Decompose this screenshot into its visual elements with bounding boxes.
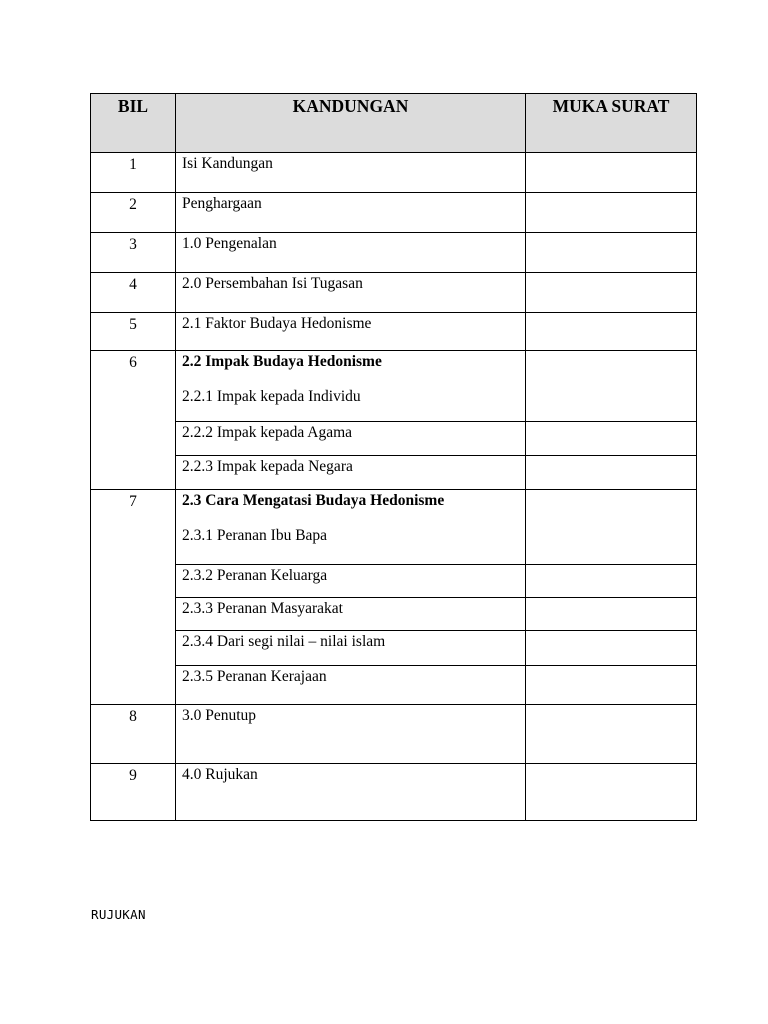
- row-muka-surat: [526, 351, 697, 422]
- table-row: [91, 233, 697, 273]
- row-bil: 5: [91, 313, 176, 351]
- row-kandungan: Penghargaan: [176, 193, 526, 233]
- header-bil: BIL: [91, 94, 176, 153]
- row-bil: 6: [91, 351, 176, 490]
- table-row: [91, 705, 697, 764]
- row-kandungan: 2.2.3 Impak kepada Negara: [176, 456, 526, 490]
- row-kandungan: [176, 351, 526, 422]
- subsection-label: 2.3.1 Peranan Ibu Bapa: [182, 527, 328, 544]
- rujukan-heading: RUJUKAN: [91, 907, 146, 922]
- table-row: [91, 598, 697, 631]
- section-heading: 2.2 Impak Budaya Hedonisme: [182, 353, 382, 370]
- table-header-row: [91, 94, 697, 153]
- row-bil: 8: [91, 705, 176, 764]
- row-bil: 2: [91, 193, 176, 233]
- table-of-contents: [90, 93, 697, 821]
- row-kandungan: Isi Kandungan: [176, 153, 526, 193]
- table-row: [91, 764, 697, 821]
- table-row: [91, 456, 697, 490]
- row-muka-surat: [526, 233, 697, 273]
- table-row: [91, 313, 697, 351]
- section-heading: 2.3 Cara Mengatasi Budaya Hedonisme: [182, 492, 445, 509]
- table-row: [91, 565, 697, 598]
- row-muka-surat: [526, 193, 697, 233]
- row-muka-surat: [526, 666, 697, 705]
- row-muka-surat: [526, 764, 697, 821]
- row-muka-surat: [526, 422, 697, 456]
- row-muka-surat: [526, 273, 697, 313]
- table-row: [91, 351, 697, 422]
- row-bil: 1: [91, 153, 176, 193]
- row-muka-surat: [526, 153, 697, 193]
- table-row: [91, 153, 697, 193]
- row-kandungan: 2.1 Faktor Budaya Hedonisme: [176, 313, 526, 351]
- subsection-label: 2.2.1 Impak kepada Individu: [182, 388, 361, 405]
- row-kandungan: 2.3.2 Peranan Keluarga: [176, 565, 526, 598]
- row-muka-surat: [526, 565, 697, 598]
- row-kandungan: 2.3.3 Peranan Masyarakat: [176, 598, 526, 631]
- row-kandungan: 2.3.4 Dari segi nilai – nilai islam: [176, 631, 526, 666]
- table-row: [91, 631, 697, 666]
- table-row: [91, 273, 697, 313]
- row-kandungan: [176, 490, 526, 565]
- table-row: [91, 422, 697, 456]
- row-muka-surat: [526, 456, 697, 490]
- row-kandungan: 1.0 Pengenalan: [176, 233, 526, 273]
- row-muka-surat: [526, 705, 697, 764]
- header-kandungan: KANDUNGAN: [176, 94, 526, 153]
- table-row: [91, 666, 697, 705]
- row-bil: 7: [91, 490, 176, 705]
- row-muka-surat: [526, 490, 697, 565]
- row-muka-surat: [526, 598, 697, 631]
- table-row: [91, 193, 697, 233]
- row-muka-surat: [526, 631, 697, 666]
- row-kandungan: 2.2.2 Impak kepada Agama: [176, 422, 526, 456]
- row-kandungan: 3.0 Penutup: [176, 705, 526, 764]
- row-kandungan: 2.0 Persembahan Isi Tugasan: [176, 273, 526, 313]
- row-bil: 4: [91, 273, 176, 313]
- row-kandungan: 2.3.5 Peranan Kerajaan: [176, 666, 526, 705]
- header-muka-surat: MUKA SURAT: [526, 94, 697, 153]
- row-bil: 3: [91, 233, 176, 273]
- row-muka-surat: [526, 313, 697, 351]
- row-kandungan: 4.0 Rujukan: [176, 764, 526, 821]
- row-bil: 9: [91, 764, 176, 821]
- table-row: [91, 490, 697, 565]
